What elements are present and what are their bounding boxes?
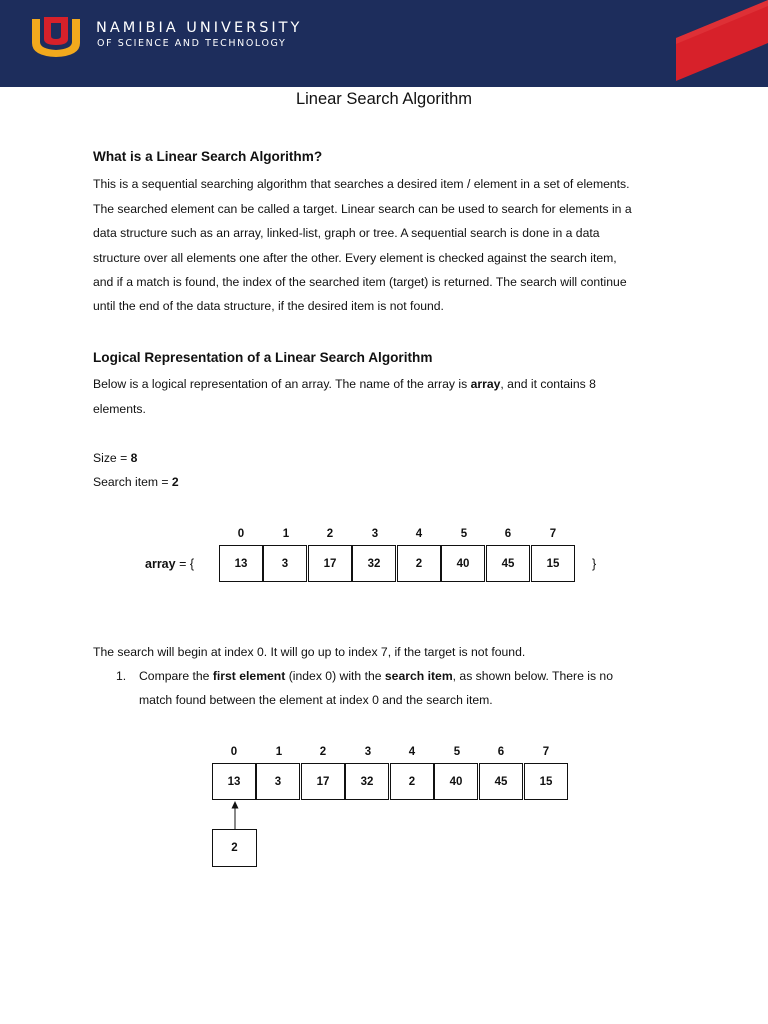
university-subtitle: OF SCIENCE AND TECHNOLOGY: [97, 38, 287, 49]
array-index: 2: [326, 528, 334, 540]
up-arrow-icon: [229, 800, 241, 830]
paragraph-line: The searched element can be called a target. Linear search can be used to search for elements in a: [93, 202, 632, 216]
nust-shield-logo: [30, 15, 82, 59]
step-array-cell: 13: [212, 763, 256, 800]
paragraph-line: data structure such as an array, linked-list, graph or tree. A sequential search is done in a data: [93, 226, 600, 240]
array-cell: 45: [486, 545, 530, 582]
array-cell: 40: [441, 545, 485, 582]
search-item-box: 2: [212, 829, 257, 867]
paragraph-line: This is a sequential searching algorithm that searches a desired item / element in a set of elements.: [93, 177, 630, 191]
university-name: NAMIBIA UNIVERSITY: [96, 20, 303, 36]
size-line: Size = 8: [93, 451, 138, 465]
paragraph-line: structure over all elements one after the other. Every element is checked against the search item,: [93, 251, 617, 265]
step-array-index: 2: [319, 746, 327, 758]
array-index: 4: [415, 528, 423, 540]
step-array-index: 3: [364, 746, 372, 758]
step-array-cell: 15: [524, 763, 568, 800]
array-index: 7: [549, 528, 557, 540]
array-index: 3: [371, 528, 379, 540]
array-close-brace: }: [592, 557, 597, 571]
array-index: 5: [460, 528, 468, 540]
step-array-index: 7: [542, 746, 550, 758]
step-array-index: 4: [408, 746, 416, 758]
step-array-cell: 3: [256, 763, 300, 800]
document-title: Linear Search Algorithm: [295, 90, 473, 108]
section-heading-what-is: What is a Linear Search Algorithm?: [93, 149, 323, 164]
red-accent-stripe: [668, 0, 768, 87]
array-index: 1: [282, 528, 290, 540]
header-banner: [0, 0, 768, 87]
list-item-text-line-2: match found between the element at index 0 and the search item.: [139, 693, 493, 707]
intro-line: Below is a logical representation of an array. The name of the array is array, and it contains 8: [93, 377, 596, 391]
array-label: array = {: [145, 557, 195, 571]
intro-line-2: elements.: [93, 402, 146, 416]
step-array-cell: 45: [479, 763, 523, 800]
step-array-index: 0: [230, 746, 238, 758]
array-cell: 2: [397, 545, 441, 582]
section-heading-logical-representation: Logical Representation of a Linear Search Algorithm: [93, 350, 433, 365]
array-index: 0: [237, 528, 245, 540]
step-array-index: 6: [497, 746, 505, 758]
array-cell: 3: [263, 545, 307, 582]
list-item-number: 1.: [116, 669, 127, 683]
step-array-cell: 2: [390, 763, 434, 800]
step-array-cell: 17: [301, 763, 345, 800]
step-array-index: 1: [275, 746, 283, 758]
paragraph-line: until the end of the data structure, if the desired item is not found.: [93, 299, 444, 313]
array-cell: 32: [352, 545, 396, 582]
search-item-line: Search item = 2: [93, 475, 179, 489]
search-intro-line: The search will begin at index 0. It will go up to index 7, if the target is not found.: [93, 645, 526, 659]
array-cell: 15: [531, 545, 575, 582]
array-cell: 13: [219, 545, 263, 582]
array-cell: 17: [308, 545, 352, 582]
array-index: 6: [504, 528, 512, 540]
step-array-cell: 32: [345, 763, 389, 800]
paragraph-line: and if a match is found, the index of the searched item (target) is returned. The search will continue: [93, 275, 627, 289]
step-array-cell: 40: [434, 763, 478, 800]
step-array-index: 5: [453, 746, 461, 758]
list-item-text: Compare the first element (index 0) with the search item, as shown below. There is no: [139, 669, 613, 683]
